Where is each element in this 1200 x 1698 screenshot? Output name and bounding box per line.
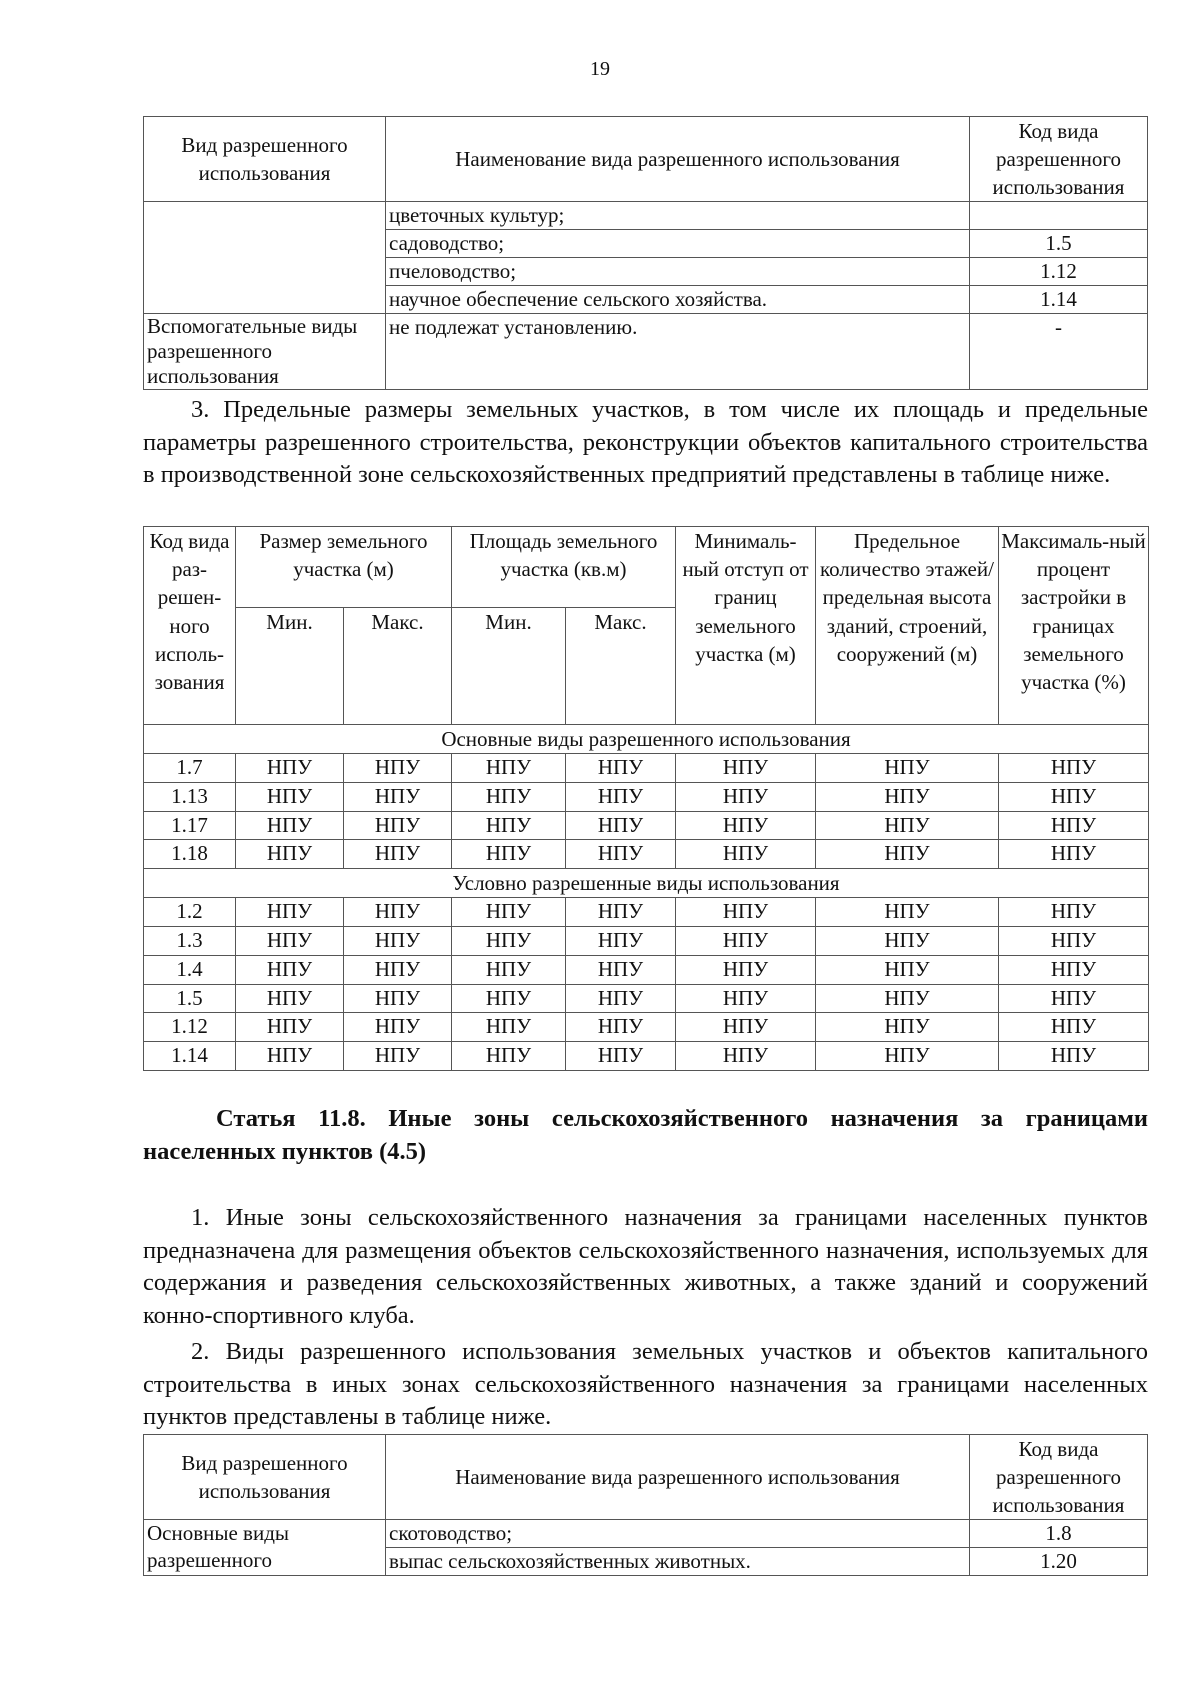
header-plot-size: Размер земельного участка (м) <box>236 527 452 608</box>
section-row <box>144 869 1149 898</box>
value-cell: НПУ <box>452 926 566 955</box>
value-cell: НПУ <box>999 782 1149 811</box>
value-cell: НПУ <box>566 1042 676 1071</box>
value-cell: НПУ <box>566 984 676 1013</box>
header-area-max: Макс. <box>566 608 676 725</box>
header-area-min: Мин. <box>452 608 566 725</box>
table-row <box>144 984 1149 1013</box>
value-cell: НПУ <box>816 926 999 955</box>
header-use-type: Вид разрешенного использования <box>144 1435 386 1520</box>
table-row <box>144 202 1148 230</box>
value-cell: НПУ <box>816 782 999 811</box>
value-cell: НПУ <box>344 811 452 840</box>
use-code: 1.12 <box>969 258 1147 286</box>
use-name: скотоводство; <box>386 1520 970 1548</box>
use-name: пчеловодство; <box>386 258 970 286</box>
value-cell: НПУ <box>676 926 816 955</box>
table-row <box>144 1042 1149 1071</box>
header-use-code: Код вида разрешенного использования <box>969 117 1147 202</box>
value-cell: НПУ <box>236 811 344 840</box>
header-plot-area: Площадь земельного участка (кв.м) <box>452 527 676 608</box>
table-row <box>144 782 1149 811</box>
header-use-type: Вид разрешенного использования <box>144 117 386 202</box>
section-row <box>144 725 1149 754</box>
use-name: садоводство; <box>386 230 970 258</box>
value-cell: НПУ <box>236 754 344 783</box>
header-code: Код вида раз-решен-ного исполь-зования <box>144 527 236 725</box>
header-min-setback: Минималь-ный отступ от границ земельного участка (м) <box>676 527 816 725</box>
value-cell: НПУ <box>236 984 344 1013</box>
value-cell: НПУ <box>676 840 816 869</box>
value-cell: НПУ <box>676 1013 816 1042</box>
value-cell: НПУ <box>999 840 1149 869</box>
use-code-cell: 1.12 <box>144 1013 236 1042</box>
value-cell: НПУ <box>676 1042 816 1071</box>
value-cell: НПУ <box>999 926 1149 955</box>
use-code: 1.14 <box>969 286 1147 314</box>
value-cell: НПУ <box>344 782 452 811</box>
value-cell: НПУ <box>236 955 344 984</box>
use-name: выпас сельскохозяйственных животных. <box>386 1548 970 1576</box>
main-uses-rows <box>144 754 1149 869</box>
conditional-uses-rows <box>144 898 1149 1071</box>
use-code-cell: 1.18 <box>144 840 236 869</box>
value-cell: НПУ <box>452 1013 566 1042</box>
header-use-code: Код вида разрешенного использования <box>969 1435 1147 1520</box>
value-cell: НПУ <box>816 754 999 783</box>
table-row <box>144 811 1149 840</box>
value-cell: НПУ <box>344 898 452 927</box>
table-row <box>144 1013 1149 1042</box>
value-cell: НПУ <box>452 754 566 783</box>
paragraph-article-1: 1. Иные зоны сельскохозяйственного назначения за границами населенных пунктов предназначена для размещения объектов сельскохозяйственного назначения, используемых для содержания и разведения сельскохозяйственных животных, а также зданий и сооружений конно-спортивного клуба. <box>143 1204 1148 1329</box>
value-cell: НПУ <box>344 1013 452 1042</box>
value-cell: НПУ <box>676 984 816 1013</box>
use-code-cell: 1.4 <box>144 955 236 984</box>
table-header-row <box>144 527 1149 608</box>
value-cell: НПУ <box>566 840 676 869</box>
limits-table <box>143 526 1149 1071</box>
permitted-use-table-continued <box>143 116 1148 390</box>
paragraph-article-2: 2. Виды разрешенного использования земельных участков и объектов капитального строительства в иных зонах сельскохозяйственного назначения за границами населенных пунктов представлены в таблице ниже. <box>143 1338 1148 1430</box>
permitted-use-table-other-zones <box>143 1434 1148 1576</box>
value-cell: НПУ <box>452 955 566 984</box>
table-row <box>144 314 1148 390</box>
value-cell: НПУ <box>344 1042 452 1071</box>
use-code: 1.20 <box>969 1548 1147 1576</box>
use-code <box>969 202 1147 230</box>
use-code-cell: 1.13 <box>144 782 236 811</box>
value-cell: НПУ <box>452 840 566 869</box>
value-cell: НПУ <box>236 840 344 869</box>
header-floors-height: Предельное количество этажей/ предельная высота зданий, строений, сооружений (м) <box>816 527 999 725</box>
value-cell: НПУ <box>999 955 1149 984</box>
use-code-cell: 1.5 <box>144 984 236 1013</box>
aux-use-name: не подлежат установлению. <box>386 314 970 390</box>
value-cell: НПУ <box>344 955 452 984</box>
value-cell: НПУ <box>816 955 999 984</box>
header-use-name: Наименование вида разрешенного использования <box>386 117 970 202</box>
value-cell: НПУ <box>344 840 452 869</box>
value-cell: НПУ <box>676 955 816 984</box>
table-row <box>144 754 1149 783</box>
value-cell: НПУ <box>816 840 999 869</box>
table-header-row <box>144 117 1148 202</box>
table-row <box>144 898 1149 927</box>
value-cell: НПУ <box>344 754 452 783</box>
value-cell: НПУ <box>452 984 566 1013</box>
value-cell: НПУ <box>566 811 676 840</box>
value-cell: НПУ <box>344 984 452 1013</box>
value-cell: НПУ <box>999 811 1149 840</box>
value-cell: НПУ <box>566 955 676 984</box>
value-cell: НПУ <box>566 926 676 955</box>
header-use-name: Наименование вида разрешенного использования <box>386 1435 970 1520</box>
value-cell: НПУ <box>999 754 1149 783</box>
value-cell: НПУ <box>816 898 999 927</box>
value-cell: НПУ <box>452 782 566 811</box>
value-cell: НПУ <box>999 898 1149 927</box>
table-row <box>144 840 1149 869</box>
article-heading: Статья 11.8. Иные зоны сельскохозяйственного назначения за границами населенных пунктов (4.5) <box>143 1105 1148 1165</box>
value-cell: НПУ <box>816 1013 999 1042</box>
use-code-cell: 1.14 <box>144 1042 236 1071</box>
value-cell: НПУ <box>566 1013 676 1042</box>
value-cell: НПУ <box>566 782 676 811</box>
table-header-row <box>144 1435 1148 1520</box>
value-cell: НПУ <box>999 1042 1149 1071</box>
section-main-uses: Основные виды разрешенного использования <box>144 725 1149 754</box>
paragraph-3: 3. Предельные размеры земельных участков, в том числе их площадь и предельные параметры разрешенного строительства, реконструкции объектов капитального строительства в производственной зоне сельскохозяйственных предприятий представлены в таблице ниже. <box>143 396 1148 488</box>
value-cell: НПУ <box>236 1042 344 1071</box>
header-size-min: Мин. <box>236 608 344 725</box>
value-cell: НПУ <box>816 984 999 1013</box>
value-cell: НПУ <box>452 811 566 840</box>
use-name: цветочных культур; <box>386 202 970 230</box>
use-code: 1.5 <box>969 230 1147 258</box>
value-cell: НПУ <box>566 898 676 927</box>
value-cell: НПУ <box>236 782 344 811</box>
use-code: 1.8 <box>969 1520 1147 1548</box>
use-type: Основные виды разрешенного <box>144 1520 386 1576</box>
value-cell: НПУ <box>236 1013 344 1042</box>
empty-type-cell <box>144 202 386 314</box>
header-max-coverage: Максималь-ный процент застройки в границах земельного участка (%) <box>999 527 1149 725</box>
header-size-max: Макс. <box>344 608 452 725</box>
value-cell: НПУ <box>236 926 344 955</box>
use-code-cell: 1.3 <box>144 926 236 955</box>
aux-use-type: Вспомогательные виды разрешенного использования <box>144 314 386 390</box>
value-cell: НПУ <box>452 898 566 927</box>
value-cell: НПУ <box>676 811 816 840</box>
value-cell: НПУ <box>676 898 816 927</box>
value-cell: НПУ <box>999 1013 1149 1042</box>
table-row <box>144 926 1149 955</box>
value-cell: НПУ <box>676 782 816 811</box>
table-row <box>144 1520 1148 1548</box>
value-cell: НПУ <box>344 926 452 955</box>
value-cell: НПУ <box>999 984 1149 1013</box>
use-code-cell: 1.7 <box>144 754 236 783</box>
value-cell: НПУ <box>816 811 999 840</box>
table-row <box>144 955 1149 984</box>
section-conditional-uses: Условно разрешенные виды использования <box>144 869 1149 898</box>
use-code-cell: 1.17 <box>144 811 236 840</box>
value-cell: НПУ <box>676 754 816 783</box>
value-cell: НПУ <box>236 898 344 927</box>
aux-use-code: - <box>969 314 1147 390</box>
page-number: 19 <box>590 58 610 80</box>
use-code-cell: 1.2 <box>144 898 236 927</box>
use-name: научное обеспечение сельского хозяйства. <box>386 286 970 314</box>
value-cell: НПУ <box>452 1042 566 1071</box>
value-cell: НПУ <box>566 754 676 783</box>
value-cell: НПУ <box>816 1042 999 1071</box>
